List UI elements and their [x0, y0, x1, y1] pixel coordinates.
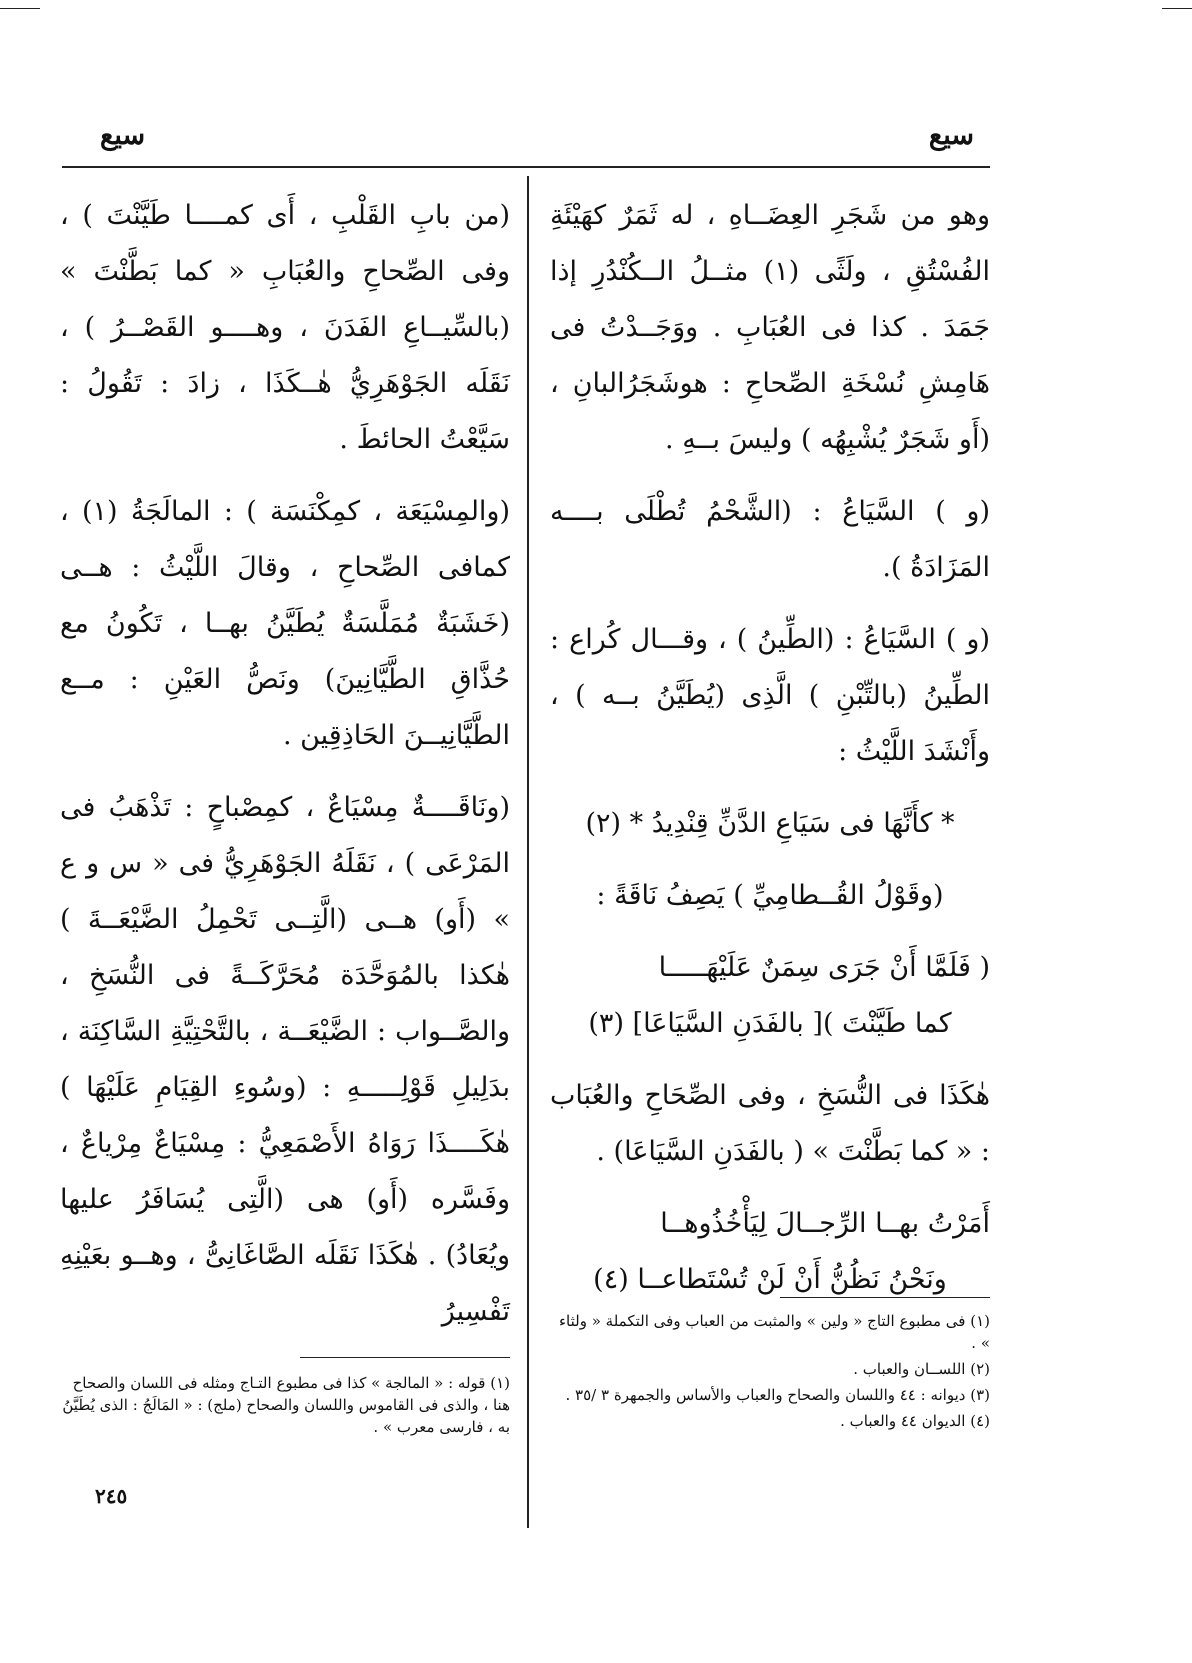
footnote: (١) فى مطبوع التاج « ولين » والمثبت من العباب وفى التكملة « ولثاء » .	[559, 1312, 990, 1352]
paragraph: هٰكَذَا فى النُّسَخِ ، وفى الصِّحَاحِ والعُبَاب : « كما بَطَّنْتَ » ( بالفَدَنِ السَّيَاعَا) .	[550, 1080, 990, 1167]
footnote-rule-right	[780, 1297, 990, 1298]
paragraph: (و ) السَّيَاعُ : (الطِّينُ ) ، وقـــال كُراع : الطِّينُ (بالتِّبْنِ ) الَّذِى (يُطَيَّنُ بــه ) ، وأَنْشَدَ اللَّيْثُ :	[550, 624, 990, 767]
footnotes-right	[550, 1310, 990, 1436]
column-divider	[527, 176, 529, 1528]
footnote: (٤) الديوان ٤٤ والعباب .	[840, 1412, 990, 1430]
paragraph: (ونَاقَــــةٌ مِسْيَاعٌ ، كمِصْباحٍ : تَذْهَبُ فى المَرْعَى ) ، نَقَلَهُ الجَوْهَرِيُّ فى « س و ع » (أَو) هــى (الَّتِــى تَحْمِلُ الضَّيْعَــةَ ) هٰكذا بالمُوَحَّدَة مُحَرَّكَــةً فى النُّسَخِ ، والصَّــواب : الضَّيْعَــة ، بالتَّحْتِيَّةِ السَّاكِنَة ، بدَلِيلِ قَوْلِـــــهِ : (وسُوءِ القِيَامِ عَلَيْهَا ) هٰكَــــذَا رَوَاهُ الأَصْمَعِيُّ : مِسْيَاعٌ مِرْياعٌ ، وفَسَّره (أَو) هى (الَّتِى يُسَافَرُ عليها ويُعَادُ) . هٰكَذَا نَقَلَه الصَّاغَانِىُّ ، وهــو بعَيْنِهِ تَفْسِيرُ	[60, 792, 510, 1327]
footnote: (١) قوله : « المالجة » كذا فى مطبوع التـاج ومثله فى اللسان والصحاح هنا ، والذى فى القاموس واللسان والصحاح (ملج) : « المَالَجُ : الذى يُطَيَّنُ به ، فارسى معرب » .	[62, 1374, 510, 1436]
verse-line: ( فَلَمَّا أَنْ جَرَى سِمَنٌ عَلَيْهَـــــا	[658, 952, 990, 983]
paragraph: وهو من شَجَرِ العِضَــاهِ ، له ثَمَرٌ كهَيْئَةِ الفُسْتُقِ ، ولَثًى (١) مثــلُ الــكُنْدُرِ إذا جَمَدَ . كذا فى العُبَابِ . ووَجَــدْتُ فى هَامِشِ نُسْخَةِ الصِّحاحِ : هوشَجَرُالبانِ ، (أَو شَجَرٌ يُشْبِهُه ) وليسَ بــهِ .	[550, 200, 990, 455]
paragraph: (و ) السَّيَاعُ : (الشَّحْمُ تُطْلَى بــــه المَزَادَةُ ).	[550, 496, 990, 583]
verse-line: أَمَرْتُ بهــا الرِّجــالَ لِيَأْخُذُوهــا	[660, 1208, 990, 1239]
verse-line: * كأَنَّهَا فى سَيَاعِ الدَّنِّ قِنْدِيدُ * (٢)	[585, 808, 955, 839]
paragraph: (وقَوْلُ القُــطامِيِّ ) يَصِفُ نَاقَةً :	[596, 880, 944, 911]
right-column	[550, 188, 990, 1324]
footnotes-left	[60, 1372, 510, 1442]
footnote: (٢) اللســان والعباب .	[853, 1360, 990, 1378]
corner-mark-right	[1162, 8, 1192, 9]
paragraph: (من بابِ القَلْبِ ، أَى كمــــا طَيَّنْتَ ) ، وفى الصِّحاحِ والعُبَابِ « كما بَطَّنْتَ » (بالسِّيــاعِ الفَدَنَ ، وهــــو القَصْــرُ ) ، نَقَلَه الجَوْهَرِيُّ هٰــكَذَا ، زادَ : تَقُولُ : سَيَّعْتُ الحائطَ .	[60, 200, 510, 455]
page-number: ٢٤٥	[95, 1484, 128, 1508]
verse-line: ونَحْنُ نَظُنُّ أَنْ لَنْ تُسْتَطاعــا (٤)	[593, 1264, 947, 1295]
header-rule	[62, 166, 990, 168]
footnote: (٣) ديوانه : ٤٤ واللسان والصحاح والعباب والأساس والجمهرة ٣ /٣٥ .	[565, 1386, 990, 1404]
footnote-rule-left	[300, 1357, 510, 1358]
verse-line: كما طَيَّنْتَ )[ بالفَدَنِ السَّيَاعَا] (٣)	[588, 1008, 952, 1039]
corner-mark-left	[0, 8, 40, 9]
left-column	[60, 188, 510, 1356]
paragraph: (والمِسْيَعَة ، كمِكْنَسَة ) : المالَجَةُ (١) ، كمافى الصِّحاحِ ، وقالَ اللَّيْثُ : هــى (خَشَبَةٌ مُمَلَّسَةٌ يُطَيَّنُ بهــا ، تَكُونُ مع حُذَّاقِ الطَّيَّانِينَ) ونَصُّ العَيْنِ : مــع الطَّيَّانِيــنَ الحَاذِقِين .	[60, 496, 510, 751]
running-header-right: سيع	[928, 120, 974, 151]
running-header-left: سيع	[100, 120, 146, 151]
